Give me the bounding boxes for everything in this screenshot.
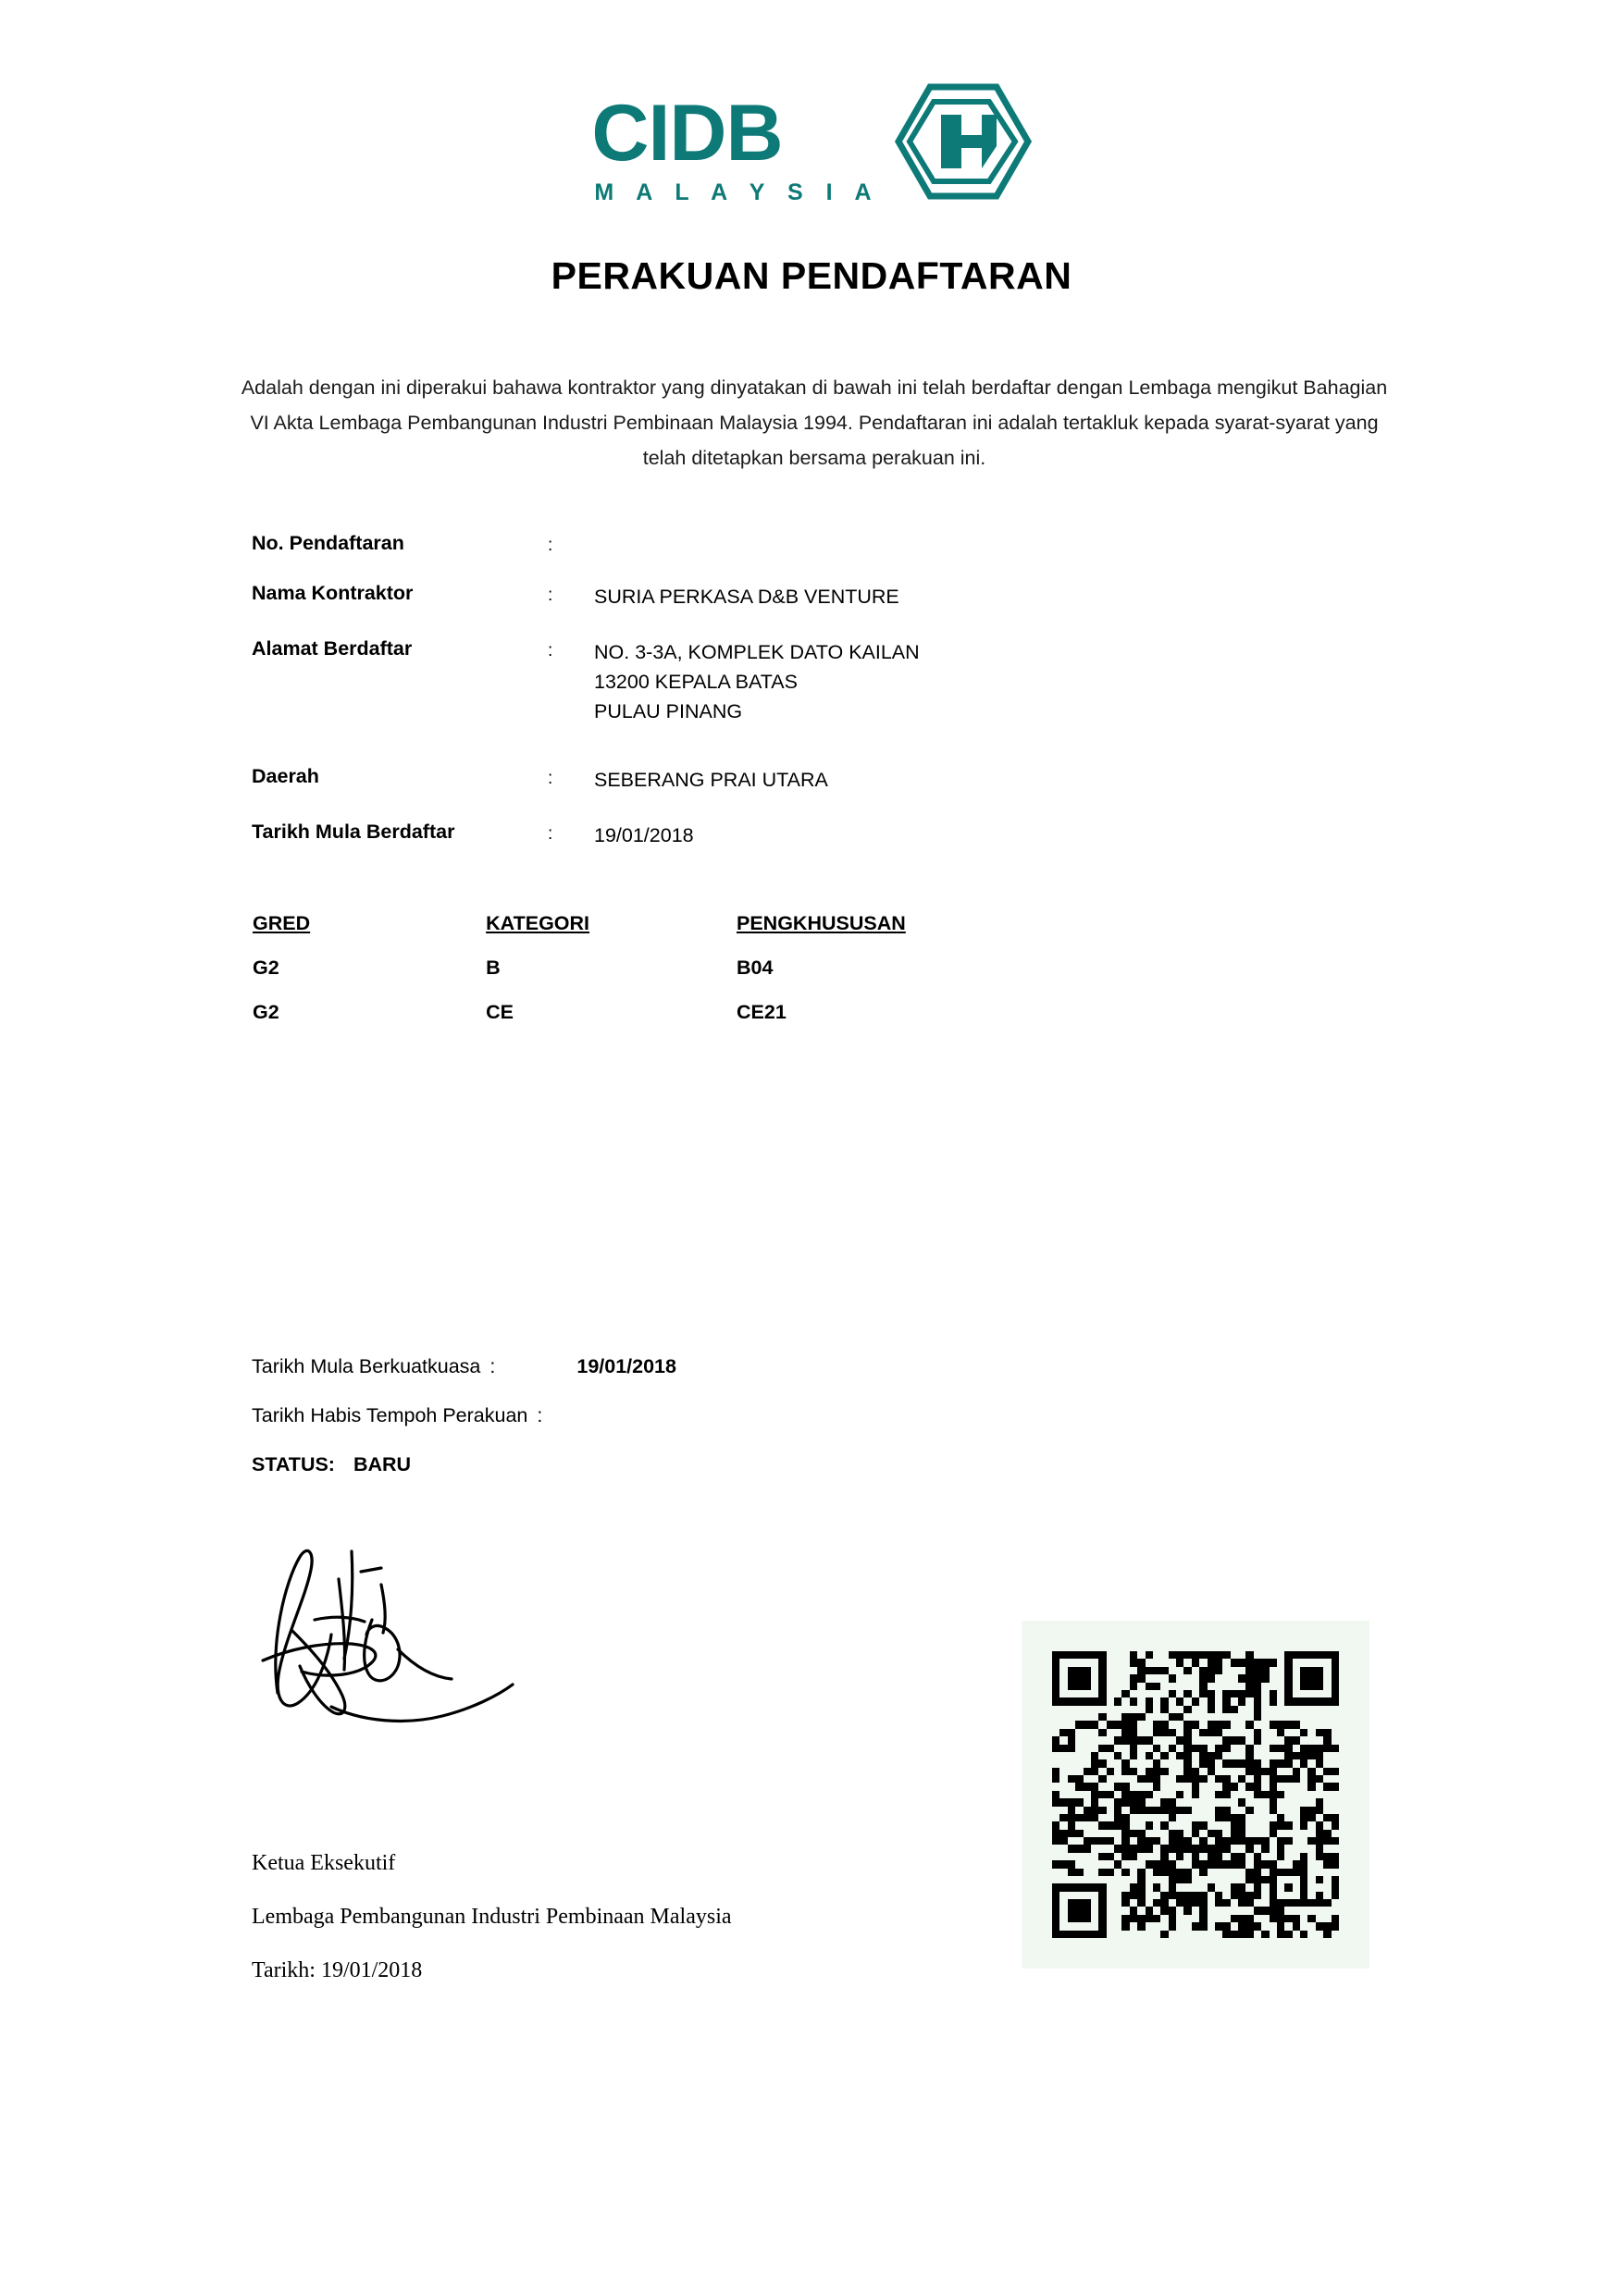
intro-paragraph	[236, 370, 1393, 475]
field-value: 19/01/2018	[594, 824, 694, 846]
field-daerah	[252, 765, 1362, 795]
field-colon: :	[548, 824, 553, 844]
field-value: SEBERANG PRAI UTARA	[594, 769, 828, 791]
cell-pengkhususan: CE21	[737, 1001, 787, 1023]
qr-code-matrix	[1052, 1651, 1339, 1938]
table-row	[252, 956, 1084, 1000]
label-mula-berkuatkuasa: Tarikh Mula Berkuatkuasa	[252, 1355, 481, 1377]
qr-code	[1022, 1621, 1369, 1969]
cell-kategori: B	[486, 957, 501, 979]
status-value: BARU	[353, 1453, 412, 1475]
intro-line-3: Pendaftaran ini adalah tertakluk kepada syarat-syarat yang telah ditetapkan bersama perakuan ini.	[642, 412, 1379, 469]
column-header-pengkhususan: PENGKHUSUSAN	[737, 912, 906, 934]
field-value	[594, 637, 920, 726]
field-label: Daerah	[252, 765, 319, 787]
hexagon-h-icon	[893, 81, 1032, 206]
field-no-pendaftaran	[252, 532, 1362, 556]
field-tarikh-mula-berdaftar	[252, 821, 1362, 850]
field-colon: :	[548, 536, 553, 555]
cell-kategori: CE	[486, 1001, 514, 1023]
signature-block	[252, 1836, 992, 1997]
row-habis-tempoh	[252, 1404, 1270, 1427]
field-colon: :	[548, 769, 553, 788]
status-label: STATUS:	[252, 1453, 335, 1475]
field-label: No. Pendaftaran	[252, 532, 404, 554]
field-colon: :	[548, 586, 553, 605]
page-title: PERAKUAN PENDAFTARAN	[551, 254, 1072, 297]
intro-line-1: Adalah dengan ini diperakui bahawa kontraktor yang dinyatakan di bawah ini telah berdaftar dengan	[241, 376, 1123, 399]
field-colon: :	[548, 641, 553, 660]
field-label: Alamat Berdaftar	[252, 637, 413, 660]
intro-line-2: Lembaga mengikut Bahagian VI Akta Lembaga Pembangunan Industri Pembinaan Malaysia 1994.	[250, 376, 1388, 434]
field-label: Tarikh Mula Berdaftar	[252, 821, 455, 843]
effective-dates	[252, 1355, 1270, 1476]
logo-subtitle: M A L A Y S I A	[594, 179, 880, 205]
spacer	[252, 752, 1362, 765]
signatory-date: Tarikh: 19/01/2018	[252, 1958, 423, 1982]
address-line-2: 13200 KEPALA BATAS	[594, 671, 798, 693]
address-line-3: PULAU PINANG	[594, 700, 743, 722]
grade-table	[252, 911, 1084, 1044]
cidb-logo	[0, 81, 1623, 221]
column-header-kategori: KATEGORI	[486, 912, 590, 934]
column-header-gred: GRED	[253, 912, 311, 934]
registration-details	[252, 532, 1362, 876]
field-nama-kontraktor	[252, 582, 1362, 611]
logo-wordmark: CIDB	[591, 89, 783, 179]
colon: :	[489, 1355, 496, 1377]
label-habis-tempoh: Tarikh Habis Tempoh Perakuan	[252, 1404, 528, 1426]
cell-gred: G2	[253, 1001, 279, 1023]
cell-pengkhususan: B04	[737, 957, 774, 979]
table-row	[252, 1000, 1084, 1044]
colon: :	[537, 1404, 543, 1426]
field-label: Nama Kontraktor	[252, 582, 414, 604]
field-alamat-berdaftar	[252, 637, 1362, 726]
cell-gred: G2	[253, 957, 279, 979]
signatory-title: Ketua Eksekutif	[252, 1851, 396, 1875]
signatory-organisation: Lembaga Pembangunan Industri Pembinaan Malaysia	[252, 1905, 732, 1929]
table-header-row	[252, 911, 1084, 956]
address-line-1: NO. 3-3A, KOMPLEK DATO KAILAN	[594, 641, 920, 663]
field-value: SURIA PERKASA D&B VENTURE	[594, 586, 899, 608]
row-mula-berkuatkuasa	[252, 1355, 1270, 1378]
signature-image	[242, 1531, 576, 1762]
value-mula-berkuatkuasa: 19/01/2018	[576, 1355, 676, 1377]
status-badge	[252, 1453, 1270, 1476]
